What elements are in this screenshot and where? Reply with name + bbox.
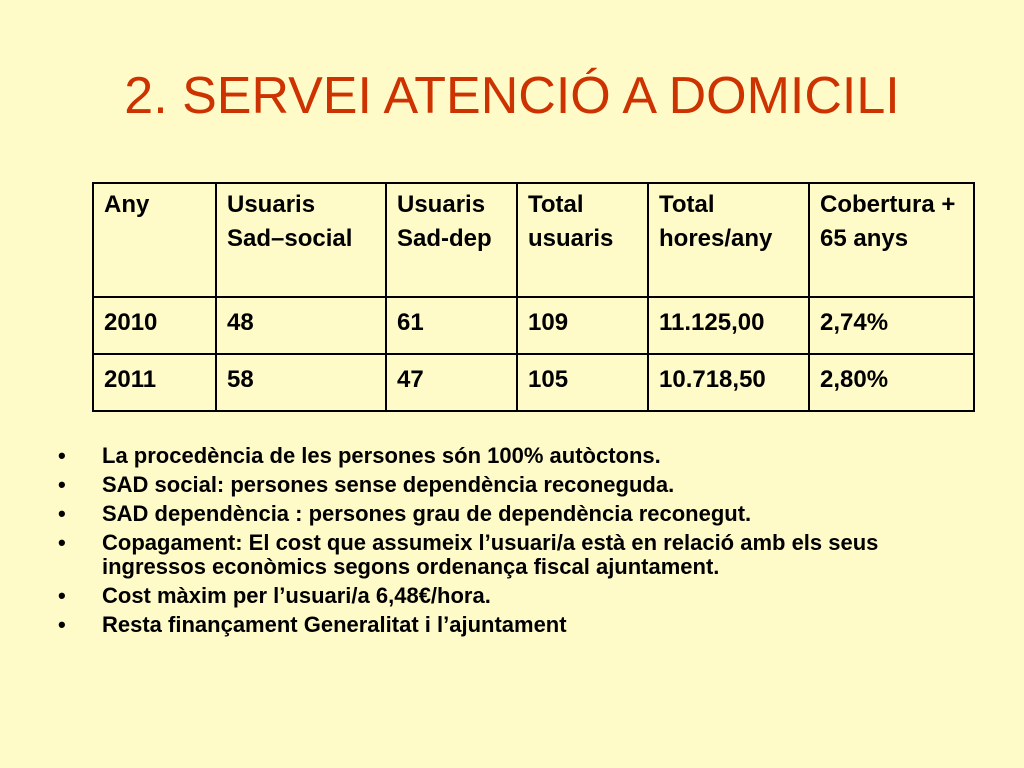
list-item — [58, 584, 978, 608]
bullet-icon: • — [58, 443, 66, 468]
table-cell: 10.718,50 — [648, 354, 809, 411]
bullet-icon: • — [58, 530, 66, 555]
header-usuaris-sad-social: Usuaris Sad–social — [216, 183, 386, 297]
slide-title: 2. SERVEI ATENCIÓ A DOMICILI — [124, 67, 900, 125]
table-row — [93, 297, 974, 354]
table-cell: 105 — [517, 354, 648, 411]
list-item-text: SAD dependència : persones grau de dependència reconegut. — [102, 501, 752, 526]
table-cell: 2,80% — [809, 354, 974, 411]
list-item — [58, 473, 978, 497]
data-table — [92, 182, 975, 412]
header-any: Any — [93, 183, 216, 297]
table-cell: 109 — [517, 297, 648, 354]
table-cell: 2011 — [93, 354, 216, 411]
table-row — [93, 354, 974, 411]
table-cell: 2010 — [93, 297, 216, 354]
list-item-text: SAD social: persones sense dependència reconeguda. — [102, 472, 675, 497]
bullet-icon: • — [58, 612, 66, 637]
bullet-icon: • — [58, 472, 66, 497]
list-item — [58, 502, 978, 526]
list-item-text: Copagament: El cost que assumeix l’usuari/a està en relació amb els seus ingressos econòmics segons ordenança fiscal ajuntament. — [102, 530, 879, 579]
table-cell: 61 — [386, 297, 517, 354]
header-cobertura: Cobertura + 65 anys — [809, 183, 974, 297]
bullet-icon: • — [58, 501, 66, 526]
list-item-text: La procedència de les persones són 100% autòctons. — [102, 443, 661, 468]
table-cell: 2,74% — [809, 297, 974, 354]
list-item-text: Cost màxim per l’usuari/a 6,48€/hora. — [102, 583, 491, 608]
table-cell: 47 — [386, 354, 517, 411]
header-total-hores: Total hores/any — [648, 183, 809, 297]
table-header-row — [93, 183, 974, 297]
table-cell: 11.125,00 — [648, 297, 809, 354]
header-usuaris-sad-dep: Usuaris Sad-dep — [386, 183, 517, 297]
header-total-usuaris: Total usuaris — [517, 183, 648, 297]
table-cell: 58 — [216, 354, 386, 411]
table-cell: 48 — [216, 297, 386, 354]
list-item — [58, 613, 978, 637]
bullet-icon: • — [58, 583, 66, 608]
list-item — [58, 444, 978, 468]
list-item-text: Resta finançament Generalitat i l’ajuntament — [102, 612, 567, 637]
bullet-list — [58, 444, 978, 642]
list-item — [58, 531, 978, 579]
